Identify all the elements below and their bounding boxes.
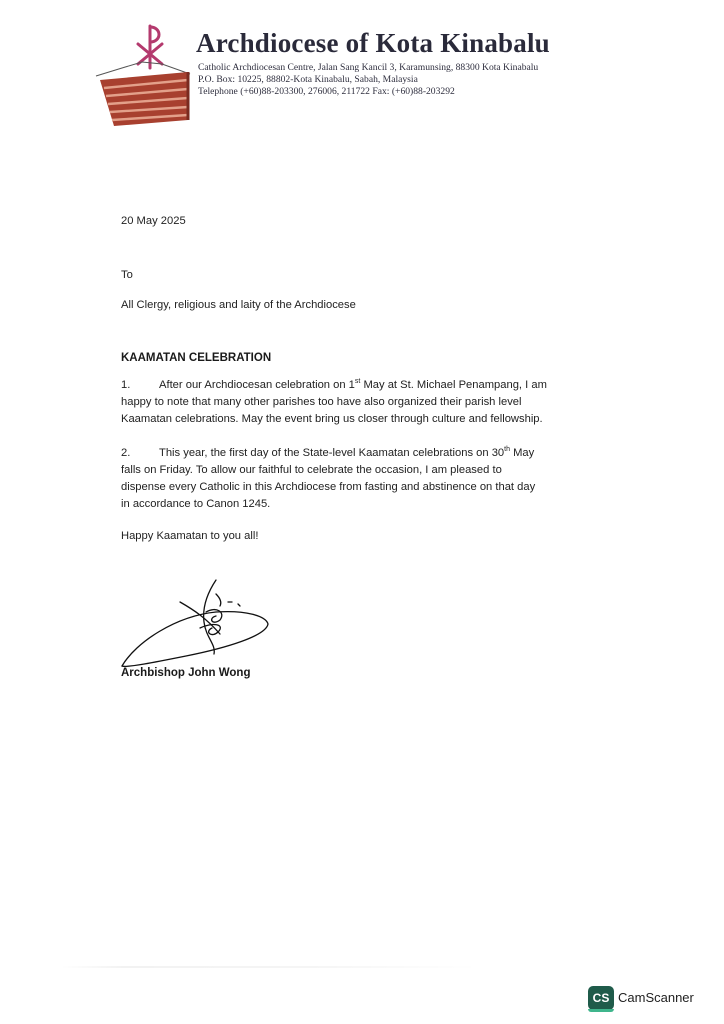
to-label: To (121, 269, 133, 281)
paragraph-line: Kaamatan celebrations. May the event bring us closer through culture and fellowship. (121, 413, 543, 425)
letter-heading: KAAMATAN CELEBRATION (121, 352, 272, 364)
paragraph-text: May at St. Michael Penampang, I am (360, 379, 547, 391)
letter-date: 20 May 2025 (121, 215, 186, 227)
camscanner-label: CamScanner (618, 990, 694, 1005)
closing-line: Happy Kaamatan to you all! (121, 530, 259, 542)
paragraph-line: in accordance to Canon 1245. (121, 498, 271, 510)
paragraph-text: May (509, 447, 535, 459)
paragraph-1 (121, 377, 605, 428)
paragraph-number: 2. (121, 447, 131, 459)
paragraph-2 (121, 445, 605, 513)
signature-scribble (116, 572, 276, 674)
paragraph-text: This year, the first day of the State-level Kaamatan celebrations on 30 (159, 447, 505, 459)
address-line-2: P.O. Box: 10225, 88802-Kota Kinabalu, Sabah, Malaysia (198, 74, 418, 85)
telephone-line: Telephone (+60)88-203300, 276006, 211722 Fax: (+60)88-203292 (198, 86, 455, 97)
paragraph-line: falls on Friday. To allow our faithful to celebrate the occasion, I am pleased to (121, 464, 502, 476)
archdiocese-logo (92, 22, 192, 132)
paragraph-number: 1. (121, 379, 131, 391)
recipient: All Clergy, religious and laity of the Archdiocese (121, 299, 356, 311)
org-title: Archdiocese of Kota Kinabalu (196, 28, 550, 58)
ordinal-suffix: th (504, 446, 510, 453)
paragraph-line: dispense every Catholic in this Archdiocese from fasting and abstinence on that day (121, 481, 536, 493)
chi-rho-boat-icon (92, 22, 192, 132)
paragraph-text: After our Archdiocesan celebration on 1 (159, 379, 355, 391)
address-line-1: Catholic Archdiocesan Centre, Jalan Sang Kancil 3, Karamunsing, 88300 Kota Kinabalu (198, 62, 539, 73)
signature (116, 572, 276, 674)
scan-artifact (60, 966, 480, 968)
camscanner-logo-icon: CS (588, 986, 614, 1010)
signer-name: Archbishop John Wong (121, 667, 251, 679)
ordinal-suffix: st (354, 378, 361, 385)
paragraph-line: happy to note that many other parishes too have also organized their parish level (121, 396, 522, 408)
